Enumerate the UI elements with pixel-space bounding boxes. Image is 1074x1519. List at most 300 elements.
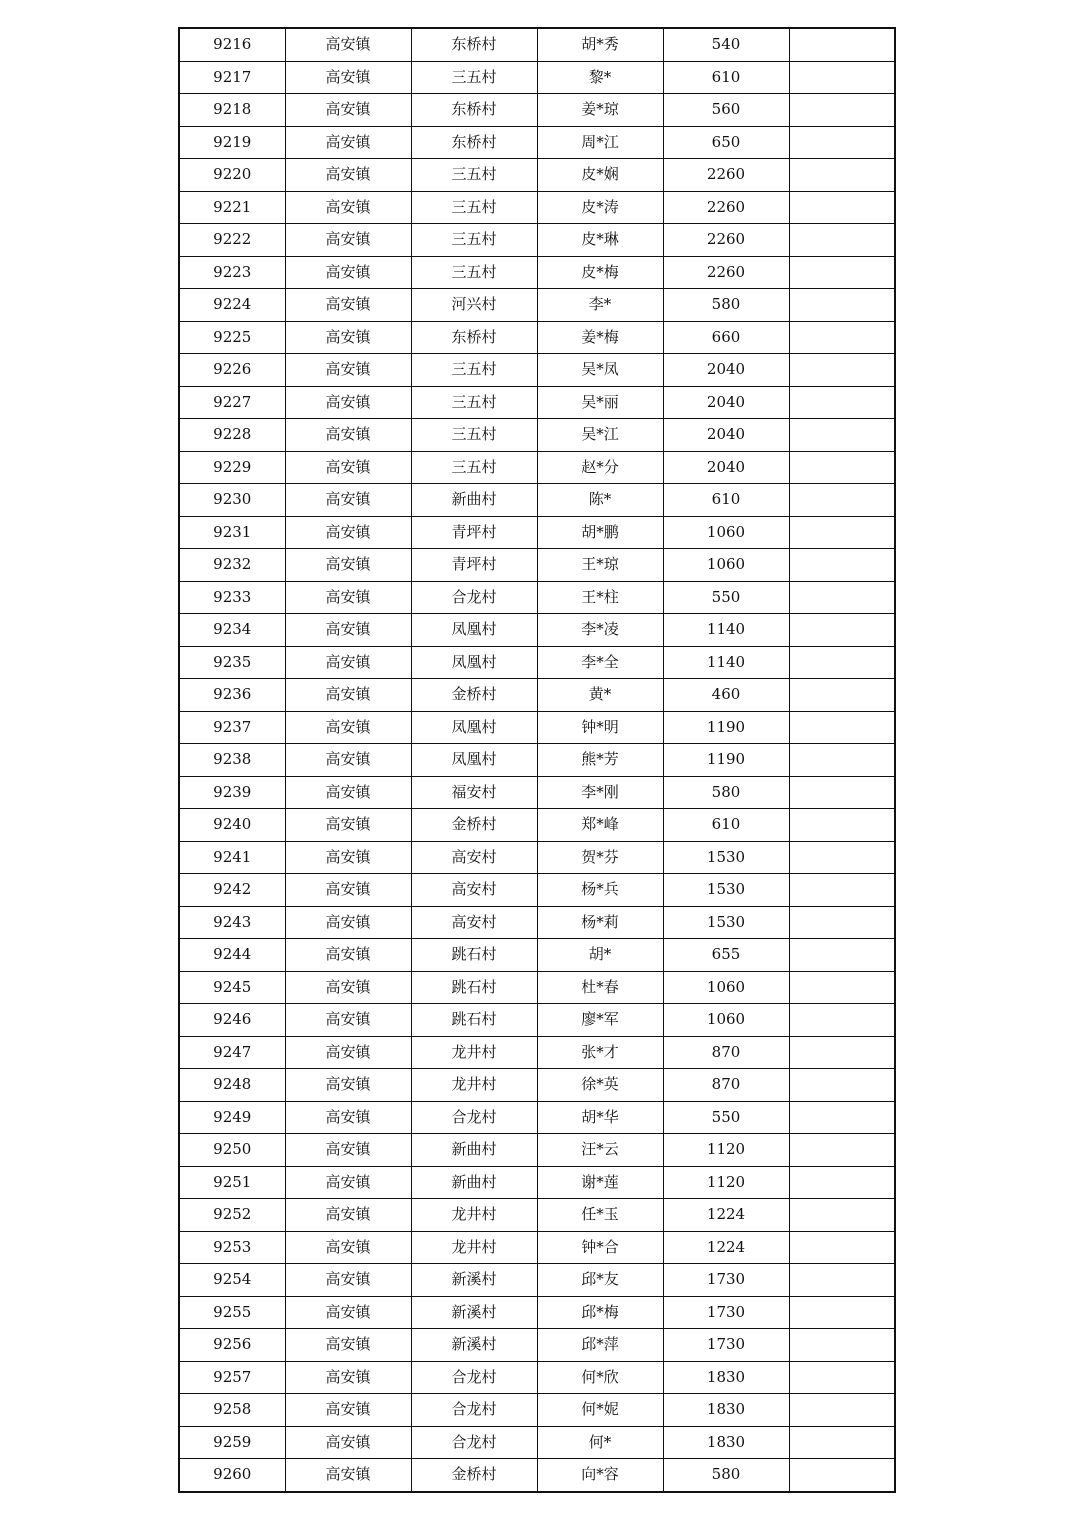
- town-cell: 高安镇: [285, 516, 411, 549]
- table-row: [179, 1394, 895, 1427]
- amount-cell: 1060: [663, 549, 789, 582]
- note-cell: [789, 1459, 895, 1492]
- note-cell: [789, 1361, 895, 1394]
- town-cell: 高安镇: [285, 776, 411, 809]
- table-row: [179, 28, 895, 61]
- name-cell: 钟*明: [537, 711, 663, 744]
- name-cell: 周*江: [537, 126, 663, 159]
- amount-cell: 1530: [663, 906, 789, 939]
- amount-cell: 1060: [663, 1004, 789, 1037]
- amount-cell: 1190: [663, 711, 789, 744]
- town-cell: 高安镇: [285, 1069, 411, 1102]
- village-cell: 合龙村: [411, 1426, 537, 1459]
- table-row: [179, 321, 895, 354]
- name-cell: 向*容: [537, 1459, 663, 1492]
- note-cell: [789, 841, 895, 874]
- amount-cell: 610: [663, 484, 789, 517]
- table-row: [179, 711, 895, 744]
- village-cell: 新曲村: [411, 484, 537, 517]
- amount-cell: 1060: [663, 516, 789, 549]
- name-cell: 张*才: [537, 1036, 663, 1069]
- row-number-cell: 9223: [179, 256, 285, 289]
- table-row: [179, 1361, 895, 1394]
- row-number-cell: 9242: [179, 874, 285, 907]
- row-number-cell: 9239: [179, 776, 285, 809]
- name-cell: 吴*江: [537, 419, 663, 452]
- row-number-cell: 9257: [179, 1361, 285, 1394]
- table-row: [179, 939, 895, 972]
- row-number-cell: 9251: [179, 1166, 285, 1199]
- note-cell: [789, 256, 895, 289]
- table-row: [179, 971, 895, 1004]
- note-cell: [789, 94, 895, 127]
- row-number-cell: 9225: [179, 321, 285, 354]
- table-row: [179, 1199, 895, 1232]
- amount-cell: 2040: [663, 451, 789, 484]
- town-cell: 高安镇: [285, 1329, 411, 1362]
- note-cell: [789, 646, 895, 679]
- row-number-cell: 9252: [179, 1199, 285, 1232]
- note-cell: [789, 1329, 895, 1362]
- name-cell: 皮*梅: [537, 256, 663, 289]
- row-number-cell: 9216: [179, 28, 285, 61]
- town-cell: 高安镇: [285, 354, 411, 387]
- table-row: [179, 679, 895, 712]
- town-cell: 高安镇: [285, 1134, 411, 1167]
- village-cell: 福安村: [411, 776, 537, 809]
- row-number-cell: 9244: [179, 939, 285, 972]
- town-cell: 高安镇: [285, 614, 411, 647]
- row-number-cell: 9247: [179, 1036, 285, 1069]
- town-cell: 高安镇: [285, 646, 411, 679]
- name-cell: 李*刚: [537, 776, 663, 809]
- amount-cell: 1530: [663, 874, 789, 907]
- row-number-cell: 9258: [179, 1394, 285, 1427]
- row-number-cell: 9248: [179, 1069, 285, 1102]
- village-cell: 三五村: [411, 224, 537, 257]
- village-cell: 凤凰村: [411, 711, 537, 744]
- note-cell: [789, 354, 895, 387]
- amount-cell: 1190: [663, 744, 789, 777]
- name-cell: 陈*: [537, 484, 663, 517]
- note-cell: [789, 744, 895, 777]
- amount-cell: 2040: [663, 386, 789, 419]
- table-row: [179, 1329, 895, 1362]
- village-cell: 东桥村: [411, 321, 537, 354]
- village-cell: 新曲村: [411, 1134, 537, 1167]
- row-number-cell: 9234: [179, 614, 285, 647]
- name-cell: 胡*华: [537, 1101, 663, 1134]
- town-cell: 高安镇: [285, 61, 411, 94]
- name-cell: 汪*云: [537, 1134, 663, 1167]
- name-cell: 李*凌: [537, 614, 663, 647]
- table-row: [179, 451, 895, 484]
- name-cell: 王*柱: [537, 581, 663, 614]
- note-cell: [789, 614, 895, 647]
- note-cell: [789, 1199, 895, 1232]
- name-cell: 廖*军: [537, 1004, 663, 1037]
- row-number-cell: 9254: [179, 1264, 285, 1297]
- records-table: [178, 27, 896, 1493]
- town-cell: 高安镇: [285, 1426, 411, 1459]
- amount-cell: 580: [663, 776, 789, 809]
- amount-cell: 1830: [663, 1394, 789, 1427]
- row-number-cell: 9259: [179, 1426, 285, 1459]
- village-cell: 三五村: [411, 451, 537, 484]
- village-cell: 三五村: [411, 386, 537, 419]
- note-cell: [789, 1231, 895, 1264]
- name-cell: 邱*友: [537, 1264, 663, 1297]
- name-cell: 邱*萍: [537, 1329, 663, 1362]
- town-cell: 高安镇: [285, 711, 411, 744]
- name-cell: 胡*秀: [537, 28, 663, 61]
- table-row: [179, 906, 895, 939]
- town-cell: 高安镇: [285, 1199, 411, 1232]
- table-row: [179, 354, 895, 387]
- town-cell: 高安镇: [285, 1394, 411, 1427]
- village-cell: 金桥村: [411, 1459, 537, 1492]
- row-number-cell: 9238: [179, 744, 285, 777]
- village-cell: 龙井村: [411, 1069, 537, 1102]
- village-cell: 龙井村: [411, 1231, 537, 1264]
- amount-cell: 1224: [663, 1199, 789, 1232]
- amount-cell: 1730: [663, 1296, 789, 1329]
- amount-cell: 610: [663, 61, 789, 94]
- row-number-cell: 9255: [179, 1296, 285, 1329]
- name-cell: 皮*琳: [537, 224, 663, 257]
- village-cell: 跳石村: [411, 939, 537, 972]
- village-cell: 东桥村: [411, 28, 537, 61]
- town-cell: 高安镇: [285, 1231, 411, 1264]
- note-cell: [789, 581, 895, 614]
- name-cell: 邱*梅: [537, 1296, 663, 1329]
- row-number-cell: 9217: [179, 61, 285, 94]
- name-cell: 何*妮: [537, 1394, 663, 1427]
- note-cell: [789, 679, 895, 712]
- row-number-cell: 9220: [179, 159, 285, 192]
- village-cell: 三五村: [411, 191, 537, 224]
- town-cell: 高安镇: [285, 224, 411, 257]
- name-cell: 黄*: [537, 679, 663, 712]
- town-cell: 高安镇: [285, 191, 411, 224]
- table-row: [179, 126, 895, 159]
- row-number-cell: 9226: [179, 354, 285, 387]
- village-cell: 高安村: [411, 906, 537, 939]
- note-cell: [789, 776, 895, 809]
- name-cell: 李*全: [537, 646, 663, 679]
- amount-cell: 2260: [663, 224, 789, 257]
- table-row: [179, 646, 895, 679]
- town-cell: 高安镇: [285, 386, 411, 419]
- village-cell: 龙井村: [411, 1199, 537, 1232]
- table-row: [179, 159, 895, 192]
- town-cell: 高安镇: [285, 939, 411, 972]
- town-cell: 高安镇: [285, 679, 411, 712]
- note-cell: [789, 191, 895, 224]
- village-cell: 东桥村: [411, 126, 537, 159]
- village-cell: 新曲村: [411, 1166, 537, 1199]
- amount-cell: 2260: [663, 159, 789, 192]
- row-number-cell: 9233: [179, 581, 285, 614]
- village-cell: 高安村: [411, 841, 537, 874]
- village-cell: 跳石村: [411, 971, 537, 1004]
- village-cell: 金桥村: [411, 809, 537, 842]
- row-number-cell: 9218: [179, 94, 285, 127]
- amount-cell: 2040: [663, 419, 789, 452]
- village-cell: 三五村: [411, 256, 537, 289]
- town-cell: 高安镇: [285, 906, 411, 939]
- village-cell: 三五村: [411, 159, 537, 192]
- note-cell: [789, 809, 895, 842]
- note-cell: [789, 906, 895, 939]
- row-number-cell: 9253: [179, 1231, 285, 1264]
- table-row: [179, 744, 895, 777]
- town-cell: 高安镇: [285, 1361, 411, 1394]
- table-row: [179, 1101, 895, 1134]
- note-cell: [789, 874, 895, 907]
- town-cell: 高安镇: [285, 581, 411, 614]
- amount-cell: 1120: [663, 1166, 789, 1199]
- town-cell: 高安镇: [285, 484, 411, 517]
- note-cell: [789, 159, 895, 192]
- amount-cell: 870: [663, 1069, 789, 1102]
- town-cell: 高安镇: [285, 841, 411, 874]
- village-cell: 青坪村: [411, 549, 537, 582]
- name-cell: 何*欣: [537, 1361, 663, 1394]
- table-row: [179, 1426, 895, 1459]
- table-row: [179, 809, 895, 842]
- town-cell: 高安镇: [285, 126, 411, 159]
- town-cell: 高安镇: [285, 744, 411, 777]
- name-cell: 吴*凤: [537, 354, 663, 387]
- table-row: [179, 386, 895, 419]
- amount-cell: 655: [663, 939, 789, 972]
- town-cell: 高安镇: [285, 1264, 411, 1297]
- note-cell: [789, 61, 895, 94]
- row-number-cell: 9240: [179, 809, 285, 842]
- town-cell: 高安镇: [285, 1166, 411, 1199]
- town-cell: 高安镇: [285, 1459, 411, 1492]
- town-cell: 高安镇: [285, 1101, 411, 1134]
- table-row: [179, 841, 895, 874]
- town-cell: 高安镇: [285, 971, 411, 1004]
- note-cell: [789, 516, 895, 549]
- row-number-cell: 9237: [179, 711, 285, 744]
- amount-cell: 2260: [663, 256, 789, 289]
- table-row: [179, 484, 895, 517]
- row-number-cell: 9228: [179, 419, 285, 452]
- village-cell: 合龙村: [411, 1361, 537, 1394]
- note-cell: [789, 224, 895, 257]
- row-number-cell: 9232: [179, 549, 285, 582]
- row-number-cell: 9260: [179, 1459, 285, 1492]
- amount-cell: 560: [663, 94, 789, 127]
- village-cell: 新溪村: [411, 1264, 537, 1297]
- table-row: [179, 289, 895, 322]
- village-cell: 合龙村: [411, 581, 537, 614]
- village-cell: 三五村: [411, 354, 537, 387]
- amount-cell: 1730: [663, 1329, 789, 1362]
- note-cell: [789, 321, 895, 354]
- name-cell: 杜*春: [537, 971, 663, 1004]
- name-cell: 赵*分: [537, 451, 663, 484]
- town-cell: 高安镇: [285, 874, 411, 907]
- note-cell: [789, 1036, 895, 1069]
- row-number-cell: 9224: [179, 289, 285, 322]
- row-number-cell: 9227: [179, 386, 285, 419]
- name-cell: 李*: [537, 289, 663, 322]
- note-cell: [789, 939, 895, 972]
- table-row: [179, 1004, 895, 1037]
- village-cell: 三五村: [411, 61, 537, 94]
- name-cell: 徐*英: [537, 1069, 663, 1102]
- table-row: [179, 256, 895, 289]
- amount-cell: 580: [663, 289, 789, 322]
- amount-cell: 650: [663, 126, 789, 159]
- row-number-cell: 9221: [179, 191, 285, 224]
- name-cell: 王*琼: [537, 549, 663, 582]
- row-number-cell: 9243: [179, 906, 285, 939]
- note-cell: [789, 386, 895, 419]
- amount-cell: 1830: [663, 1361, 789, 1394]
- table-row: [179, 1459, 895, 1492]
- town-cell: 高安镇: [285, 1296, 411, 1329]
- village-cell: 河兴村: [411, 289, 537, 322]
- village-cell: 跳石村: [411, 1004, 537, 1037]
- amount-cell: 1140: [663, 646, 789, 679]
- row-number-cell: 9246: [179, 1004, 285, 1037]
- town-cell: 高安镇: [285, 159, 411, 192]
- row-number-cell: 9229: [179, 451, 285, 484]
- note-cell: [789, 1069, 895, 1102]
- row-number-cell: 9250: [179, 1134, 285, 1167]
- table-row: [179, 581, 895, 614]
- row-number-cell: 9241: [179, 841, 285, 874]
- name-cell: 杨*兵: [537, 874, 663, 907]
- table-row: [179, 1231, 895, 1264]
- name-cell: 谢*莲: [537, 1166, 663, 1199]
- name-cell: 胡*鹏: [537, 516, 663, 549]
- table-row: [179, 1036, 895, 1069]
- table-row: [179, 1166, 895, 1199]
- records-body: [179, 28, 895, 1492]
- name-cell: 熊*芳: [537, 744, 663, 777]
- note-cell: [789, 549, 895, 582]
- row-number-cell: 9231: [179, 516, 285, 549]
- amount-cell: 540: [663, 28, 789, 61]
- town-cell: 高安镇: [285, 289, 411, 322]
- name-cell: 皮*娴: [537, 159, 663, 192]
- note-cell: [789, 711, 895, 744]
- amount-cell: 1120: [663, 1134, 789, 1167]
- table-row: [179, 776, 895, 809]
- note-cell: [789, 1166, 895, 1199]
- village-cell: 凤凰村: [411, 646, 537, 679]
- town-cell: 高安镇: [285, 419, 411, 452]
- amount-cell: 2260: [663, 191, 789, 224]
- town-cell: 高安镇: [285, 1004, 411, 1037]
- row-number-cell: 9222: [179, 224, 285, 257]
- town-cell: 高安镇: [285, 1036, 411, 1069]
- village-cell: 龙井村: [411, 1036, 537, 1069]
- village-cell: 合龙村: [411, 1394, 537, 1427]
- town-cell: 高安镇: [285, 321, 411, 354]
- note-cell: [789, 451, 895, 484]
- village-cell: 东桥村: [411, 94, 537, 127]
- name-cell: 任*玉: [537, 1199, 663, 1232]
- note-cell: [789, 126, 895, 159]
- amount-cell: 550: [663, 1101, 789, 1134]
- village-cell: 金桥村: [411, 679, 537, 712]
- town-cell: 高安镇: [285, 549, 411, 582]
- town-cell: 高安镇: [285, 28, 411, 61]
- note-cell: [789, 1264, 895, 1297]
- table-row: [179, 874, 895, 907]
- amount-cell: 870: [663, 1036, 789, 1069]
- village-cell: 新溪村: [411, 1329, 537, 1362]
- table-row: [179, 516, 895, 549]
- town-cell: 高安镇: [285, 809, 411, 842]
- name-cell: 皮*涛: [537, 191, 663, 224]
- row-number-cell: 9219: [179, 126, 285, 159]
- table-row: [179, 61, 895, 94]
- row-number-cell: 9235: [179, 646, 285, 679]
- amount-cell: 2040: [663, 354, 789, 387]
- name-cell: 胡*: [537, 939, 663, 972]
- amount-cell: 1830: [663, 1426, 789, 1459]
- name-cell: 姜*梅: [537, 321, 663, 354]
- note-cell: [789, 1426, 895, 1459]
- name-cell: 郑*峰: [537, 809, 663, 842]
- note-cell: [789, 1134, 895, 1167]
- name-cell: 贺*芬: [537, 841, 663, 874]
- table-row: [179, 549, 895, 582]
- table-row: [179, 94, 895, 127]
- table-row: [179, 1134, 895, 1167]
- town-cell: 高安镇: [285, 94, 411, 127]
- table-row: [179, 419, 895, 452]
- table-row: [179, 1069, 895, 1102]
- amount-cell: 1060: [663, 971, 789, 1004]
- village-cell: 凤凰村: [411, 614, 537, 647]
- amount-cell: 460: [663, 679, 789, 712]
- table-row: [179, 614, 895, 647]
- amount-cell: 1730: [663, 1264, 789, 1297]
- village-cell: 新溪村: [411, 1296, 537, 1329]
- name-cell: 杨*莉: [537, 906, 663, 939]
- name-cell: 钟*合: [537, 1231, 663, 1264]
- village-cell: 青坪村: [411, 516, 537, 549]
- name-cell: 何*: [537, 1426, 663, 1459]
- note-cell: [789, 1296, 895, 1329]
- table-row: [179, 224, 895, 257]
- name-cell: 黎*: [537, 61, 663, 94]
- village-cell: 凤凰村: [411, 744, 537, 777]
- row-number-cell: 9256: [179, 1329, 285, 1362]
- amount-cell: 550: [663, 581, 789, 614]
- name-cell: 姜*琼: [537, 94, 663, 127]
- amount-cell: 660: [663, 321, 789, 354]
- table-row: [179, 1264, 895, 1297]
- note-cell: [789, 1004, 895, 1037]
- note-cell: [789, 419, 895, 452]
- name-cell: 吴*丽: [537, 386, 663, 419]
- village-cell: 高安村: [411, 874, 537, 907]
- amount-cell: 1530: [663, 841, 789, 874]
- note-cell: [789, 289, 895, 322]
- town-cell: 高安镇: [285, 451, 411, 484]
- row-number-cell: 9230: [179, 484, 285, 517]
